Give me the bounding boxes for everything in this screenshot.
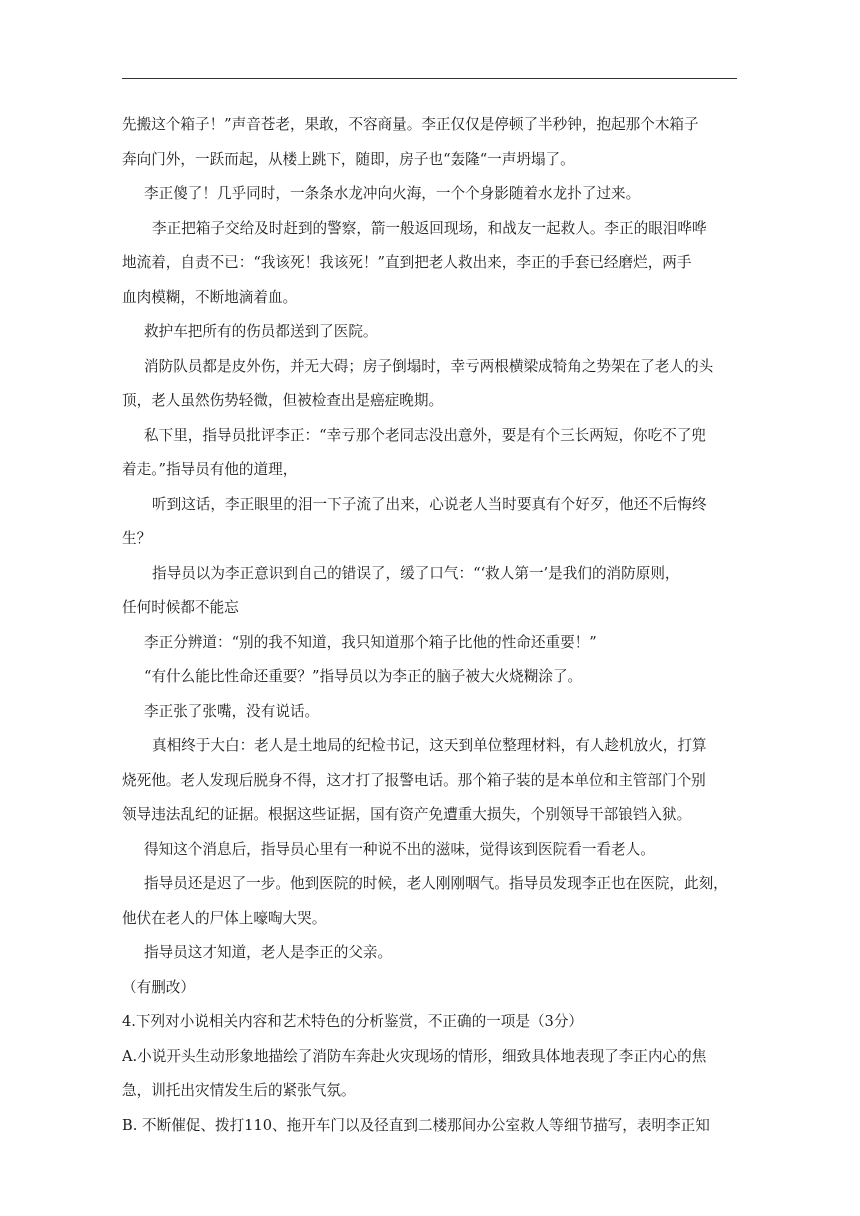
text-line: 先搬这个箱子！”声音苍老，果敢，不容商量。李正仅仅是停顿了半秒钟，抱起那个木箱子 xyxy=(122,116,699,133)
text-line: 地流着，自责不已：“我该死！我该死！”直到把老人救出来，李正的手套已经磨烂，两手 xyxy=(122,254,692,271)
text-line: 李正分辨道：“别的我不知道，我只知道那个箱子比他的性命还重要！” xyxy=(144,633,597,651)
text-line: 烧死他。老人发现后脱身不得，这才打了报警电话。那个箱子装的是本单位和主管部门个别 xyxy=(122,771,706,789)
text-line: 李正张了张嘴，没有说话。 xyxy=(144,702,320,720)
text-line: 他伏在老人的尸体上嚎啕大哭。 xyxy=(122,909,327,927)
text-line: 急，训托出灾情发生后的紧张气氛。 xyxy=(122,1082,356,1099)
text-line: 指导员以为李正意识到自己的错误了，缓了口气：“‘救人第一’是我们的消防原则， xyxy=(152,564,680,582)
text-line: 血肉模糊，不断地滴着血。 xyxy=(122,288,298,306)
text-line: 真相终于大白：老人是土地局的纪检书记，这天到单位整理材料，有人趁机放火，打算 xyxy=(152,737,707,754)
text-line: 指导员这才知道，老人是李正的父亲。 xyxy=(144,944,393,961)
text-line: 李正把箱子交给及时赶到的警察，箭一般返回现场，和战友一起救人。李正的眼泪哗哗 xyxy=(152,219,707,237)
text-line: 指导员还是迟了一步。他到医院的时候，老人刚刚咽气。指导员发现李正也在医院，此刻， xyxy=(144,875,728,892)
text-line: 生？ xyxy=(122,530,152,547)
text-line: A.小说开头生动形象地描绘了消防车奔赴火灾现场的情形，细致具体地表现了李正内心的焦 xyxy=(122,1047,707,1065)
header-rule xyxy=(122,78,737,79)
text-line: 私下里，指导员批评李正：“幸亏那个老同志没出意外，要是有个三长两短，你吃不了兜 xyxy=(144,426,707,444)
text-line: 得知这个消息后，指导员心里有一种说不出的滋味，觉得该到医院看一看老人。 xyxy=(144,840,655,858)
text-line: 奔向门外，一跃而起，从楼上跳下，随即，房子也“轰隆“一声坍塌了。 xyxy=(122,150,575,168)
text-line: B. 不断催促、拨打110、拖开车门以及径直到二楼那间办公室救人等细节描写，表明李正知 xyxy=(122,1116,710,1134)
text-line: 李正傻了！几乎同时，一条条水龙冲向火海，一个个身影随着水龙扑了过来。 xyxy=(144,185,641,202)
text-line: 任何时候都不能忘 xyxy=(122,599,239,616)
text-line: 着走。”指导员有他的道理， xyxy=(122,461,298,478)
text-line: 消防队员都是皮外伤，并无大碍；房子倒塌时，幸亏两根横梁成犄角之势架在了老人的头 xyxy=(144,357,714,375)
text-line: 4.下列对小说相关内容和艺术特色的分析鉴赏，不正确的一项是（3分） xyxy=(122,1013,584,1030)
text-line: 救护车把所有的伤员都送到了医院。 xyxy=(144,323,378,340)
text-line: 顶，老人虽然伤势轻微，但被检查出是癌症晚期。 xyxy=(122,392,444,409)
text-line: 听到这话，李正眼里的泪一下子流了出来，心说老人当时要真有个好歹，他还不后悔终 xyxy=(152,495,707,513)
text-line: “有什么能比性命还重要？”指导员以为李正的脑子被大火烧糊涂了。 xyxy=(144,668,583,685)
document-body xyxy=(122,108,738,1143)
text-line: （有删改） xyxy=(122,978,195,996)
text-line: 领导违法乱纪的证据。根据这些证据，国有资产免遭重大损失，个别领导干部锒铛入狱。 xyxy=(122,806,692,823)
